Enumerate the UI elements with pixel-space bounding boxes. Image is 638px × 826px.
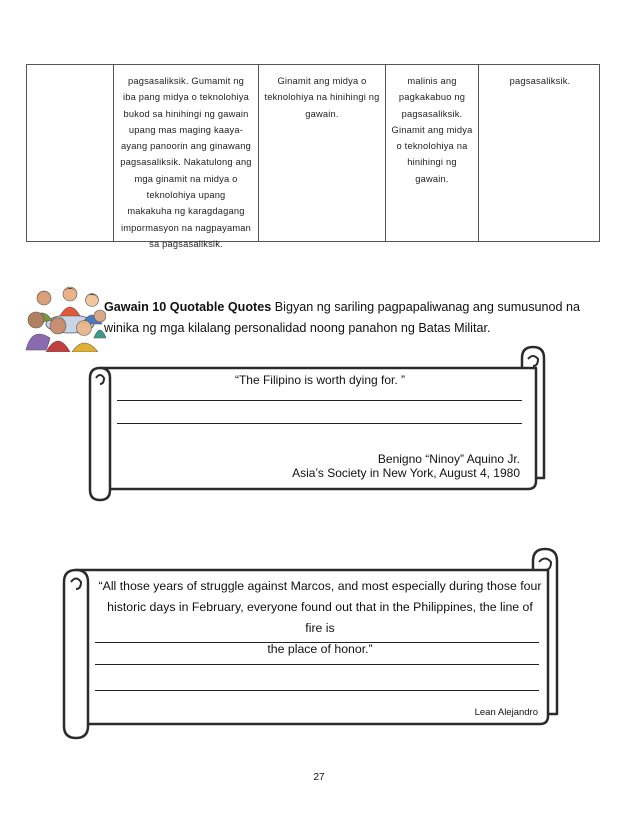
answer-line: [95, 642, 539, 643]
table-cell-excellent: pagsasaliksik. Gumamit ng iba pang midya o teknolohiya bukod sa hinihingi ng gawain upang mas maging kaaya- ayang panoorin ang ginawang pagsasaliksik. Nakatulong ang mga ginamit na midya o teknolohiya upang makakuha ng karagdagang impormasyon na nagpayaman sa pagsasaliksik.: [120, 76, 252, 249]
activity-title: Gawain 10 Quotable Quotes: [104, 300, 272, 314]
quote-2-line: historic days in February, everyone found out that in the Philippines, the line of fire is: [107, 600, 533, 635]
activity-instruction: Bigyan ng sariling pagpapaliwanag ang sumusunod na: [271, 300, 581, 314]
answer-line: [95, 664, 539, 665]
quote-2-text: [97, 576, 543, 660]
page-number: 27: [313, 772, 325, 783]
activity-instruction-line2: winika ng mga kilalang personalidad noong panahon ng Batas Militar.: [104, 321, 491, 335]
quote-2-author: Lean Alejandro: [474, 707, 538, 718]
answer-line: [95, 690, 539, 691]
quote-1-source: Asia’s Society in New York, August 4, 1980: [292, 466, 520, 480]
table-cell-very-good: Ginamit ang midya o teknolohiya na hinihingi ng gawain.: [264, 76, 380, 119]
table-cell-fair: pagsasaliksik.: [509, 76, 571, 86]
quote-2-line: the place of honor.”: [267, 642, 373, 656]
table-cell-good: malinis ang pagkakabuo ng pagsasaliksik. Ginamit ang midya o teknolohiya na hinihingi ng gawain.: [391, 76, 473, 184]
quote-1-author: Benigno “Ninoy” Aquino Jr.: [377, 452, 520, 466]
quote-2-line: “All those years of struggle against Marcos, and most especially during those four: [98, 579, 542, 593]
quote-1-text: “The Filipino is worth dying for. ”: [234, 373, 406, 387]
